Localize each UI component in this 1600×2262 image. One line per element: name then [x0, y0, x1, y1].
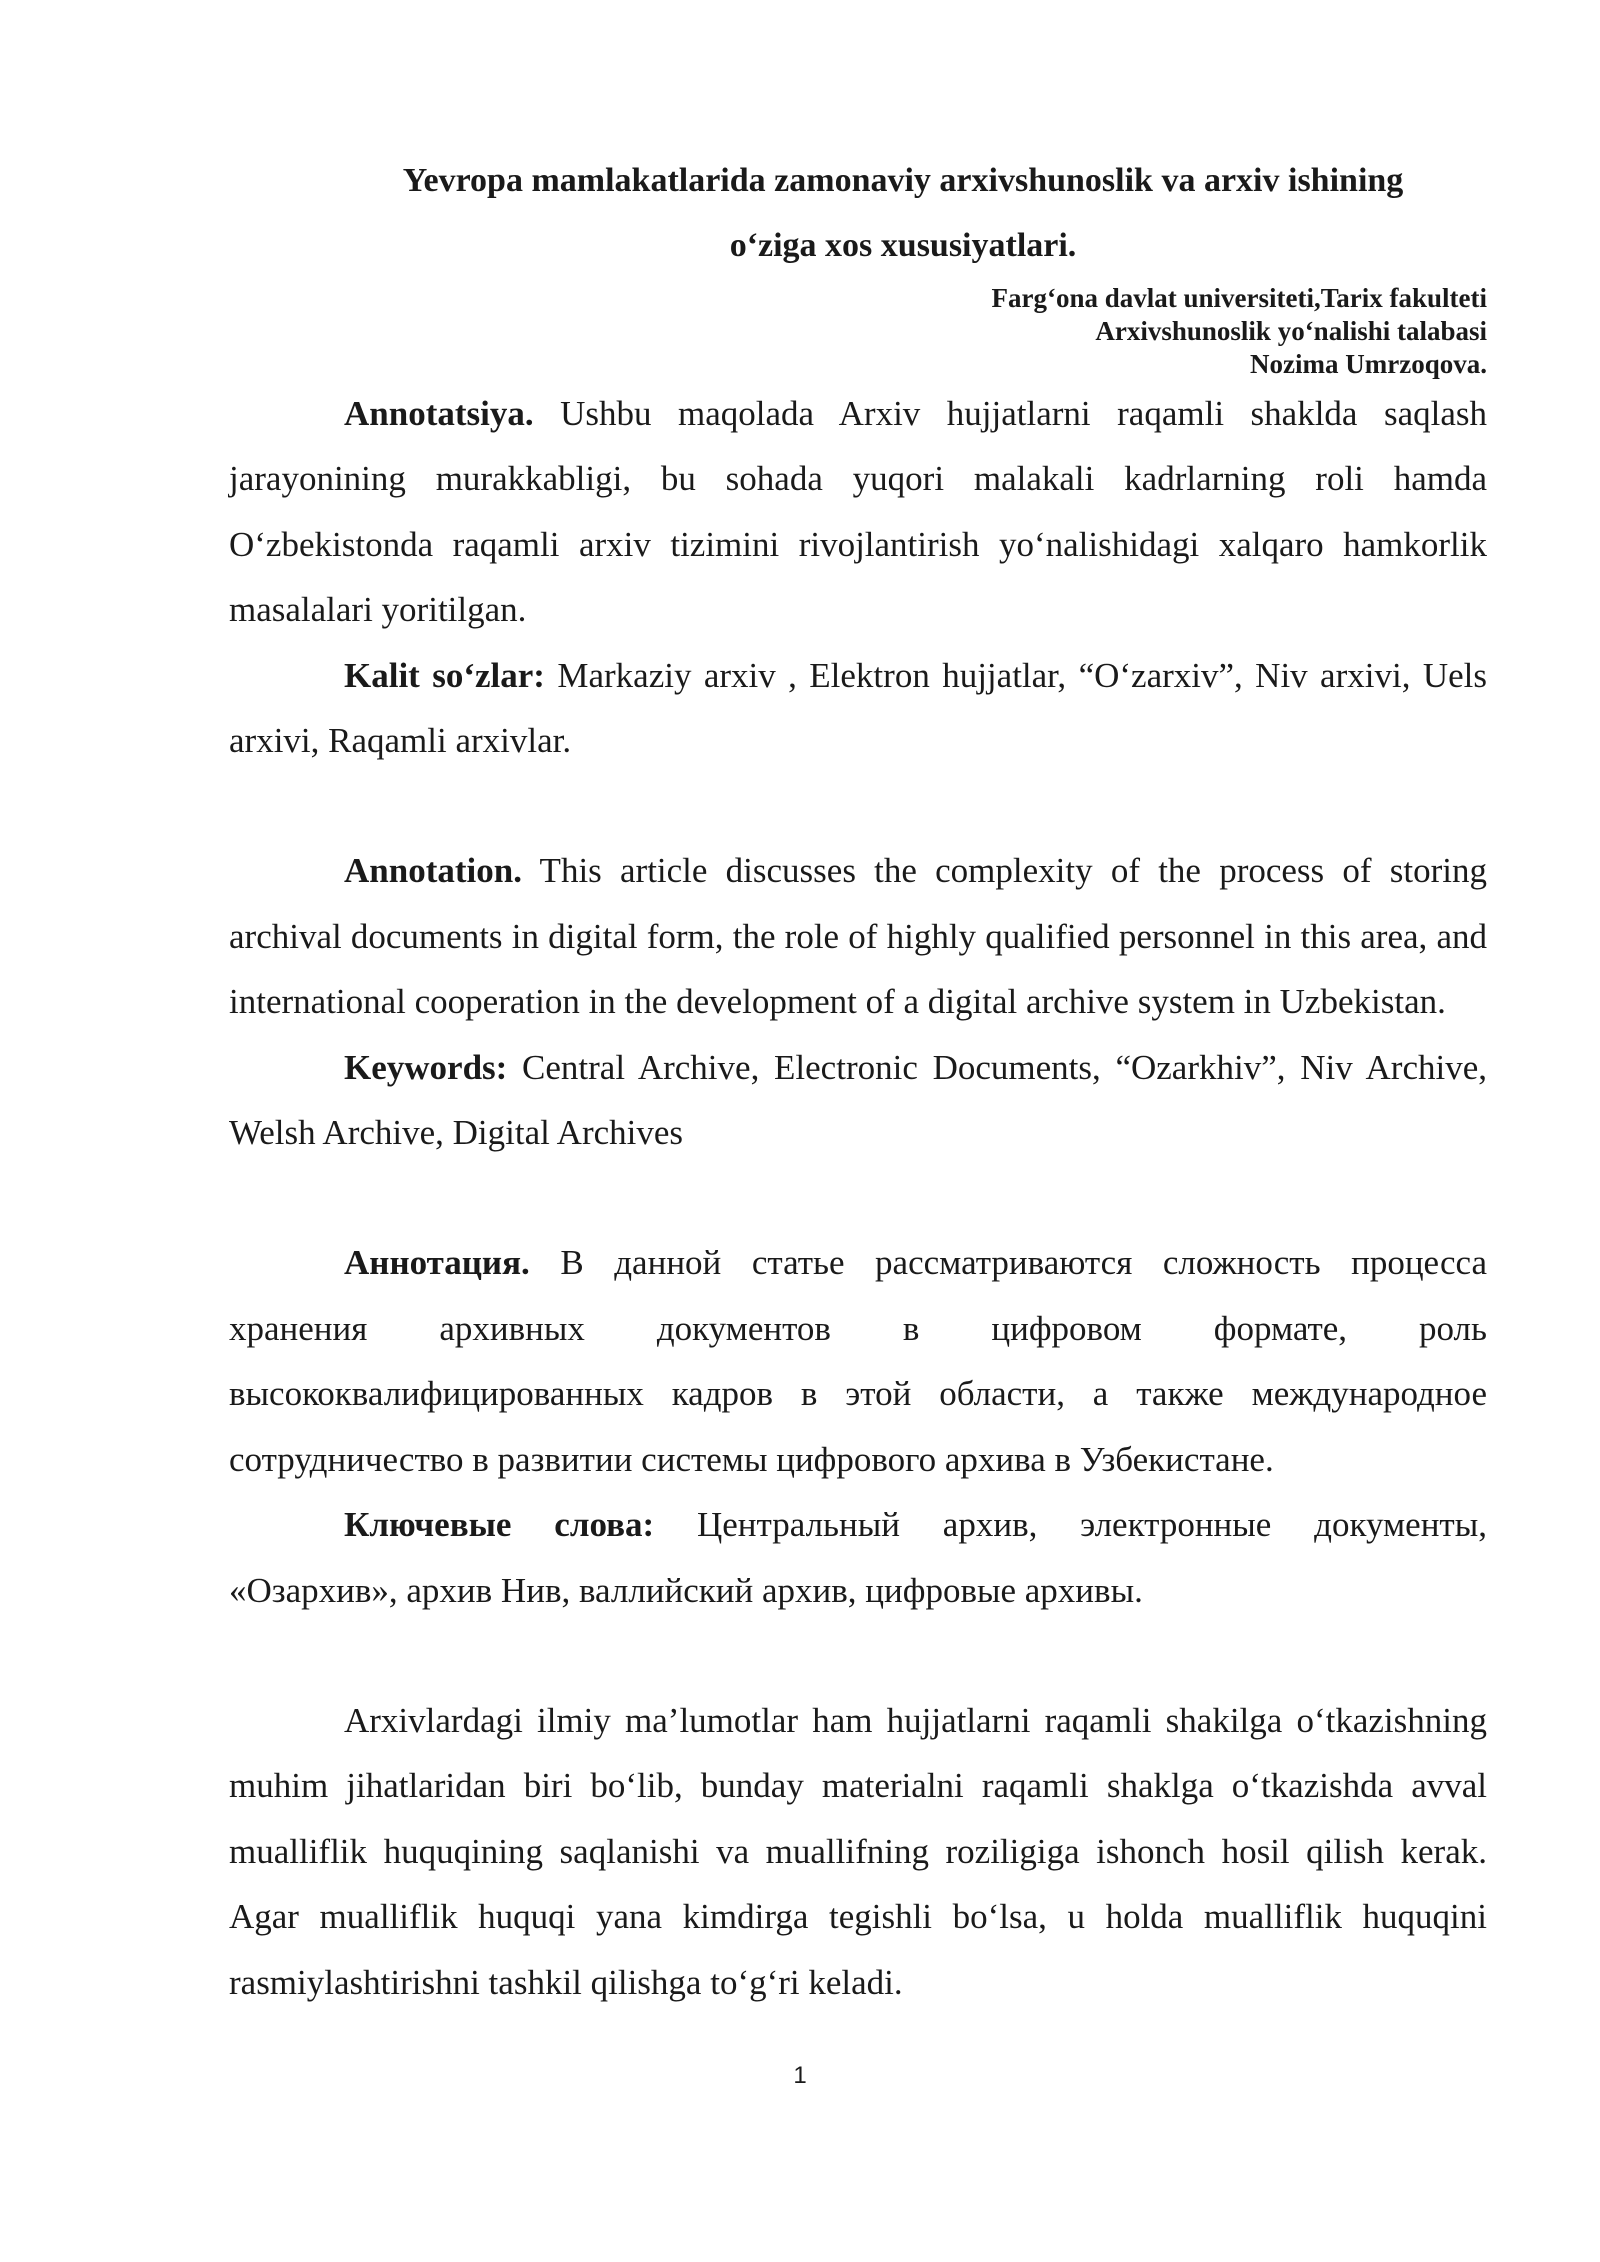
keywords-en-label: Keywords:	[344, 1047, 508, 1087]
section-gap	[229, 1165, 1487, 1230]
annotation-en-label: Annotation.	[344, 851, 522, 891]
keywords-ru	[229, 1492, 1487, 1623]
page-content	[229, 148, 1487, 2015]
keywords-ru-text: Центральный архив, электронные документы, «Озархив», архив Нив, валлийский архив, цифровые архивы.	[229, 1505, 1487, 1610]
page-number: 1	[793, 2062, 807, 2089]
section-gap	[229, 1623, 1487, 1688]
title-line-2: o‘ziga xos xususiyatlari.	[729, 227, 1077, 264]
annotation-en	[229, 838, 1487, 1034]
author-name: Nozima Umrzoqova.	[1250, 349, 1487, 379]
section-gap	[229, 773, 1487, 838]
keywords-en	[229, 1035, 1487, 1166]
body-paragraph: Arxivlardagi ilmiy ma’lumotlar ham hujjatlarni raqamli shakilga o‘tkazishning muhim jihatlaridan biri bo‘lib, bunday materialni raqamli shaklga o‘tkazishda avval mualliflik huquqining saqlanishi va muallifning roziligiga ishonch hosil qilish kerak. Agar mualliflik huquqi yana kimdirga tegishli bo‘lsa, u holda mualliflik huquqini rasmiylashtirishni tashkil qilishga to‘g‘ri keladi.	[229, 1700, 1487, 2002]
annotation-uz-text: Ushbu maqolada Arxiv hujjatlarni raqamli shaklda saqlash jarayonining murakkabligi, bu sohada yuqori malakali kadrlarning roli hamda O‘zbekistonda raqamli arxiv tizimini rivojlantirish yo‘nalishidagi xalqaro hamkorlik masalalari yoritilgan.	[229, 394, 1487, 630]
title-line-1: Yevropa mamlakatlarida zamonaviy arxivshunoslik va arxiv ishining	[402, 162, 1404, 199]
annotation-ru	[229, 1230, 1487, 1492]
author-affiliation	[229, 282, 1487, 381]
keywords-uz	[229, 643, 1487, 774]
affiliation-university: Farg‘ona davlat universiteti,Tarix fakulteti	[991, 283, 1487, 313]
annotation-ru-label: Аннотация.	[344, 1243, 530, 1283]
annotation-ru-text: В данной статье рассматриваются сложность процесса хранения архивных документов в цифровом формате, роль высококвалифицированных кадров в этой области, а также международное сотрудничество в развитии системы цифрового архива в Узбекистане.	[229, 1243, 1487, 1479]
keywords-uz-text: Markaziy arxiv , Elektron hujjatlar, “O‘zarxiv”, Niv arxivi, Uels arxivi, Raqamli arxivlar.	[229, 655, 1487, 761]
annotation-uz-label: Annotatsiya.	[344, 394, 534, 433]
affiliation-program: Arxivshunoslik yo‘nalishi talabasi	[1095, 316, 1487, 346]
annotation-uz	[229, 381, 1487, 643]
keywords-uz-label: Kalit so‘zlar:	[344, 655, 545, 695]
article-title	[229, 148, 1487, 278]
keywords-en-text: Central Archive, Electronic Documents, “Ozarkhiv”, Niv Archive, Welsh Archive, Digital Archives	[229, 1047, 1487, 1153]
keywords-ru-label: Ключевые слова:	[344, 1505, 655, 1545]
annotation-en-text: This article discusses the complexity of the process of storing archival documents in digital form, the role of highly qualified personnel in this area, and international cooperation in the development of a digital archive system in Uzbekistan.	[229, 851, 1487, 1022]
